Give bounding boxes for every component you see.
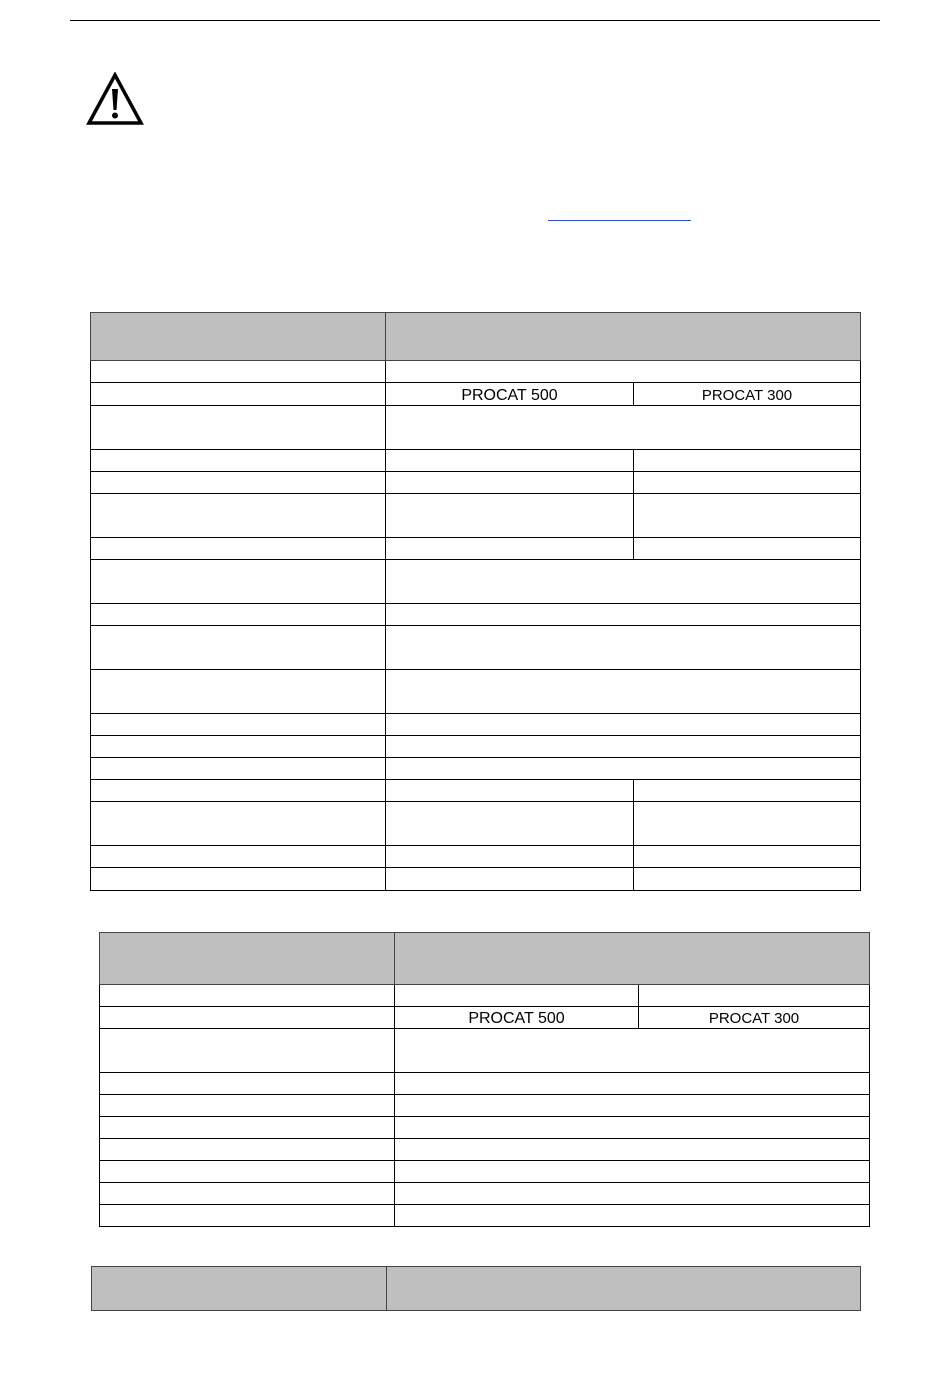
hyperlink-underline[interactable] xyxy=(548,220,691,221)
table-row xyxy=(91,361,861,383)
model-cell-a xyxy=(395,1007,639,1029)
table-row xyxy=(100,1161,870,1183)
table-row xyxy=(91,626,861,670)
header-cell xyxy=(91,313,386,361)
model-cell-a xyxy=(386,383,634,406)
model-row xyxy=(100,1007,870,1029)
table-row xyxy=(100,1029,870,1073)
spec-table-1 xyxy=(90,312,861,891)
table-row xyxy=(91,846,861,868)
table-row xyxy=(100,985,870,1007)
table-row xyxy=(100,1183,870,1205)
table-row xyxy=(100,1073,870,1095)
model-cell-b xyxy=(639,1007,870,1029)
table-row xyxy=(91,758,861,780)
table-row xyxy=(100,1117,870,1139)
table-row xyxy=(91,494,861,538)
spec-table-2 xyxy=(99,932,870,1227)
table-row xyxy=(91,780,861,802)
table-row xyxy=(91,868,861,891)
header-cell xyxy=(386,313,861,361)
table-row xyxy=(91,406,861,450)
table-header-row xyxy=(92,1267,861,1311)
model-label-b: PROCAT 300 xyxy=(701,387,793,404)
model-label-a: PROCAT 500 xyxy=(461,387,558,404)
table-row xyxy=(91,714,861,736)
header-cell xyxy=(395,933,870,985)
table-row xyxy=(91,450,861,472)
table-row xyxy=(91,538,861,560)
model-label-a: PROCAT 500 xyxy=(468,1010,565,1027)
table-header-row xyxy=(91,313,861,361)
model-label-b: PROCAT 300 xyxy=(708,1010,800,1027)
table-row xyxy=(91,670,861,714)
table-row xyxy=(91,736,861,758)
table-row xyxy=(100,1139,870,1161)
table-row xyxy=(100,1205,870,1227)
table-row xyxy=(91,802,861,846)
table-row xyxy=(91,472,861,494)
table-row xyxy=(100,1095,870,1117)
table-header-row xyxy=(100,933,870,985)
model-row xyxy=(91,383,861,406)
table-row xyxy=(91,604,861,626)
table-row xyxy=(91,560,861,604)
header-cell xyxy=(92,1267,387,1311)
header-cell xyxy=(100,933,395,985)
top-rule xyxy=(70,20,880,21)
warning-triangle-icon xyxy=(86,72,144,126)
header-cell xyxy=(387,1267,861,1311)
model-cell-b xyxy=(634,383,861,406)
spec-table-3 xyxy=(91,1266,861,1311)
